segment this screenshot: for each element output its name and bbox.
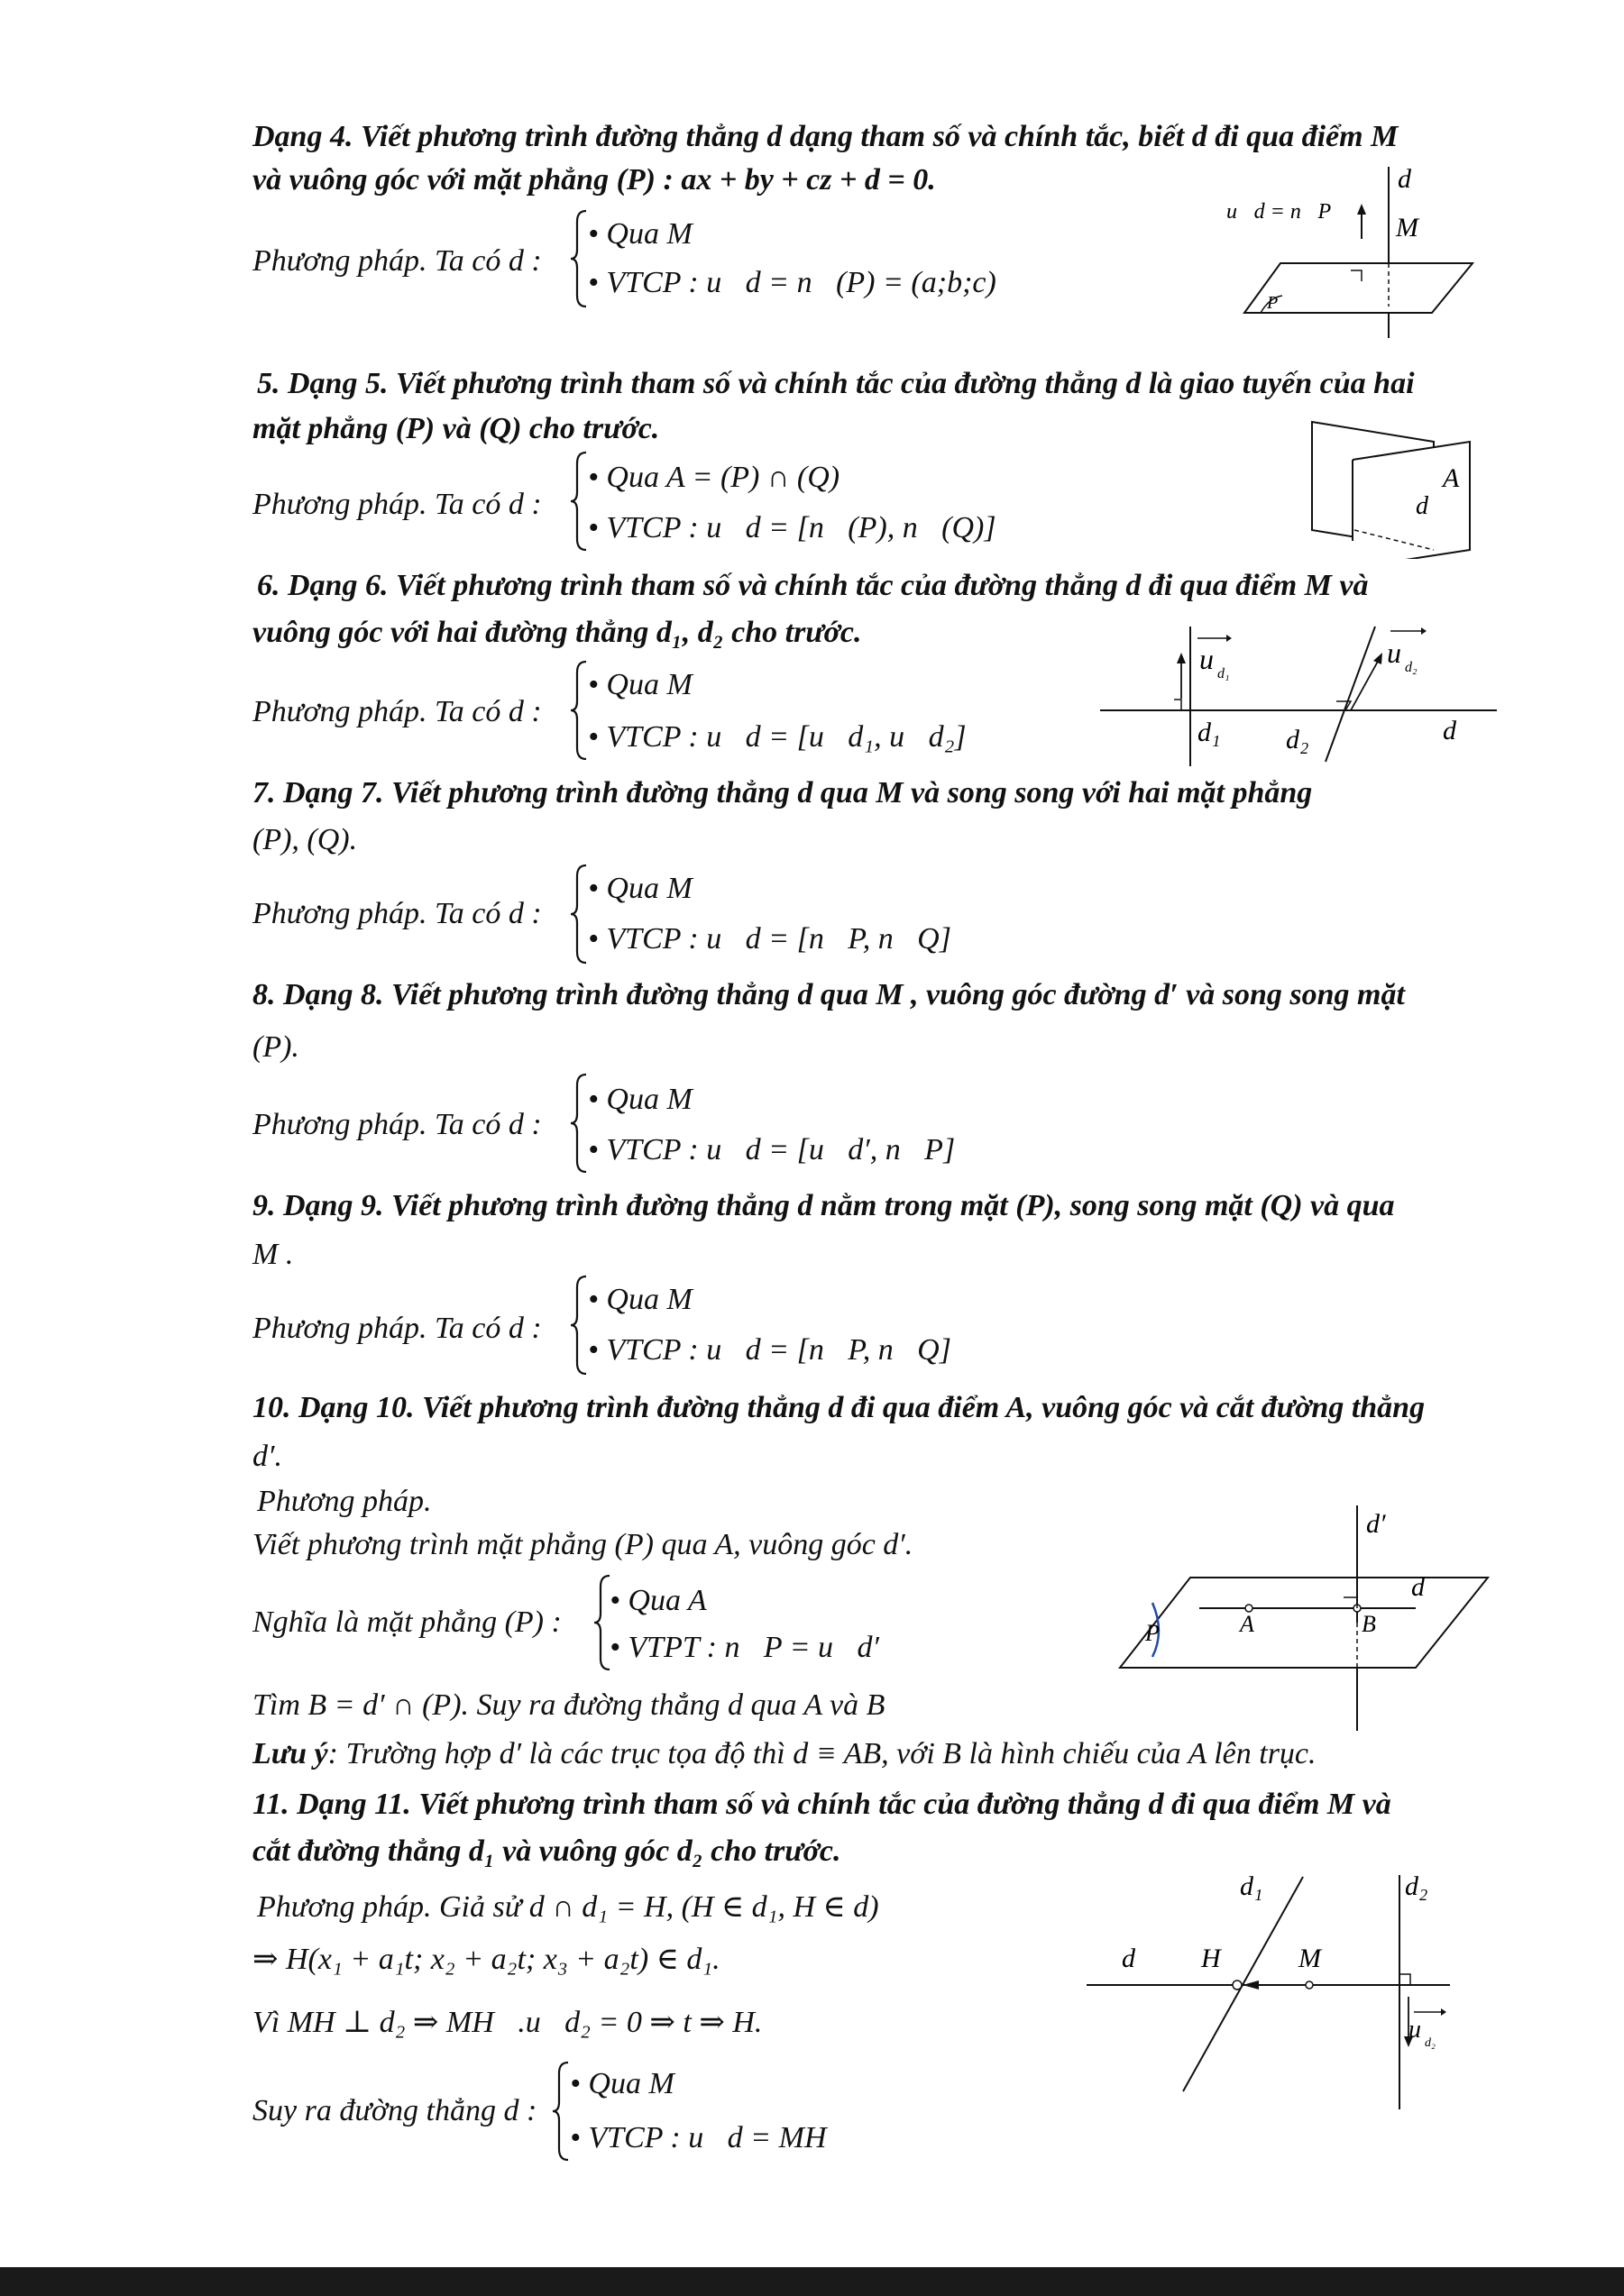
d11-fig-u: u	[1408, 2016, 1421, 2044]
d8-method-label: Phương pháp. Ta có d :	[252, 1108, 542, 1141]
d10-note-label: Lưu ý	[252, 1737, 328, 1770]
d11-figure	[1082, 1866, 1470, 2118]
d11-fig-u-sub: d₂	[1425, 2036, 1436, 2050]
d10-item2: • VTPT : n⃗P = u⃗d′	[610, 1631, 879, 1664]
d4-fig-d: d	[1398, 164, 1411, 194]
d6-title-line1: 6. Dạng 6. Viết phương trình tham số và chính tắc của đường thẳng d đi qua điểm M và	[257, 569, 1369, 602]
d6-fig-u1: u	[1199, 643, 1214, 675]
d11-fig-H: H	[1201, 1944, 1221, 1973]
d6-item1: • Qua M	[588, 668, 693, 701]
d7-title-line1: 7. Dạng 7. Viết phương trình đường thẳng d qua M và song song với hai mặt phẳng	[252, 776, 1313, 810]
d6-fig-u2-sub: d₂	[1405, 660, 1418, 675]
d5-fig-A: A	[1443, 463, 1460, 493]
d10-figure	[1100, 1496, 1497, 1740]
d4-fig-P: P	[1267, 293, 1279, 313]
d5-figure	[1298, 415, 1488, 559]
d11-fig-d: d	[1122, 1944, 1135, 1973]
d5-method-label: Phương pháp. Ta có d :	[252, 488, 542, 521]
d9-item2: • VTCP : u⃗d = [n⃗P, n⃗Q]	[588, 1333, 951, 1367]
d4-figure	[1226, 162, 1497, 343]
d10-plane-label: Nghĩa là mặt phẳng (P) :	[252, 1605, 562, 1639]
d6-fig-d1: d₁	[1197, 718, 1221, 747]
bottom-dark-strip	[0, 2267, 1624, 2296]
d11-item1: • Qua M	[570, 2067, 674, 2100]
d5-item1: • Qua A = (P) ∩ (Q)	[588, 461, 840, 494]
d7-brace	[570, 864, 588, 969]
d11-fig-d2: d₂	[1405, 1871, 1428, 1901]
d10-step2: Tìm B = d′ ∩ (P). Suy ra đường thẳng d qua A và B	[252, 1688, 885, 1722]
d6-fig-u2: u	[1387, 636, 1401, 669]
d10-method: Phương pháp.	[257, 1485, 432, 1518]
d6-fig-u1-sub: d₁	[1217, 666, 1230, 681]
d6-brace	[570, 660, 588, 765]
d10-note	[252, 1734, 1317, 1774]
d4-title-line2: và vuông góc với mặt phẳng (P) : ax + by + cz + d = 0.	[252, 163, 936, 197]
d11-step2: ⇒ H(x₁ + a₁t; x₂ + a₂t; x₃ + a₂t) ∈ d₁.	[252, 1943, 720, 1976]
d4-title-line1: Dạng 4. Viết phương trình đường thẳng d dạng tham số và chính tắc, biết d đi qua điểm M	[252, 120, 1399, 153]
d8-title-line1: 8. Dạng 8. Viết phương trình đường thẳng d qua M , vuông góc đường d′ và song song mặt	[252, 978, 1405, 1011]
d9-item1: • Qua M	[588, 1283, 693, 1316]
d9-method-label: Phương pháp. Ta có d :	[252, 1312, 542, 1345]
d4-fig-M: M	[1396, 213, 1418, 242]
d6-method-label: Phương pháp. Ta có d :	[252, 695, 542, 728]
d5-item2: • VTCP : u⃗d = [n⃗(P), n⃗(Q)]	[588, 511, 996, 544]
d10-fig-dprime: d′	[1366, 1509, 1386, 1539]
d11-item2: • VTCP : u⃗d = MH⃗	[570, 2121, 850, 2154]
d10-brace	[593, 1574, 611, 1676]
d4-item1: • Qua M	[588, 217, 693, 251]
d9-title-line1: 9. Dạng 9. Viết phương trình đường thẳng d nằm trong mặt (P), song song mặt (Q) và qua	[252, 1189, 1395, 1222]
d6-item2: • VTCP : u⃗d = [u⃗d₁, u⃗d₂]	[588, 720, 967, 754]
d8-brace	[570, 1073, 588, 1178]
d6-fig-d2: d₂	[1286, 725, 1309, 755]
d11-step3: Vì MH ⊥ d₂ ⇒ MH⃗.u⃗d₂ = 0 ⇒ t ⇒ H.	[252, 2006, 763, 2039]
d5-fig-d: d	[1416, 492, 1428, 520]
d6-figure	[1100, 613, 1497, 775]
d6-fig-d: d	[1443, 716, 1456, 746]
d8-title-line2: (P).	[252, 1030, 299, 1064]
d10-note-text: : Trường hợp d′ là các trục tọa độ thì d ≡ AB, với B là hình chiếu của A lên trục.	[327, 1737, 1317, 1770]
d9-title-line2: M .	[252, 1238, 294, 1271]
d9-brace	[570, 1275, 588, 1380]
d10-step1: Viết phương trình mặt phẳng (P) qua A, vuông góc d′.	[252, 1528, 913, 1561]
d11-title-line2: cắt đường thẳng d₁ và vuông góc d₂ cho trước.	[252, 1834, 841, 1868]
d7-title-line2: (P), (Q).	[252, 823, 358, 856]
d10-fig-d: d	[1411, 1572, 1425, 1602]
d11-fig-d1: d₁	[1240, 1871, 1263, 1901]
d8-item2: • VTCP : u⃗d = [u⃗d′, n⃗P]	[588, 1133, 956, 1166]
d6-title-line2: vuông góc với hai đường thẳng d₁, d₂ cho trước.	[252, 616, 862, 649]
d5-brace	[570, 451, 588, 556]
d10-item1: • Qua A	[610, 1584, 707, 1617]
d7-item1: • Qua M	[588, 872, 693, 905]
d11-step1: Phương pháp. Giả sử d ∩ d₁ = H, (H ∈ d₁, H ∈ d)	[257, 1890, 879, 1924]
d7-method-label: Phương pháp. Ta có d :	[252, 897, 542, 930]
d4-method-label: Phương pháp. Ta có d :	[252, 244, 542, 278]
d10-title-line2: d′.	[252, 1440, 282, 1473]
d10-fig-A: A	[1240, 1611, 1254, 1637]
d4-brace	[570, 209, 588, 313]
d4-item2: • VTCP : u⃗d = n⃗(P) = (a;b;c)	[588, 266, 996, 299]
d11-final-label: Suy ra đường thẳng d :	[252, 2094, 537, 2127]
d8-item1: • Qua M	[588, 1083, 693, 1116]
d5-title-line1: 5. Dạng 5. Viết phương trình tham số và chính tắc của đường thẳng d là giao tuyến của hai	[257, 367, 1415, 400]
d10-title-line1: 10. Dạng 10. Viết phương trình đường thẳng d đi qua điểm A, vuông góc và cắt đường thẳng	[252, 1391, 1426, 1424]
d5-title-line2: mặt phẳng (P) và (Q) cho trước.	[252, 412, 660, 445]
d10-fig-P: P	[1145, 1620, 1160, 1646]
d11-brace	[552, 2061, 570, 2166]
d4-fig-u-label: u⃗d = n⃗P	[1226, 200, 1332, 224]
d11-fig-M: M	[1298, 1944, 1321, 1973]
d7-item2: • VTCP : u⃗d = [n⃗P, n⃗Q]	[588, 922, 951, 956]
d10-fig-B: B	[1362, 1611, 1376, 1637]
d11-title-line1: 11. Dạng 11. Viết phương trình tham số và chính tắc của đường thẳng d đi qua điểm M và	[252, 1788, 1391, 1821]
